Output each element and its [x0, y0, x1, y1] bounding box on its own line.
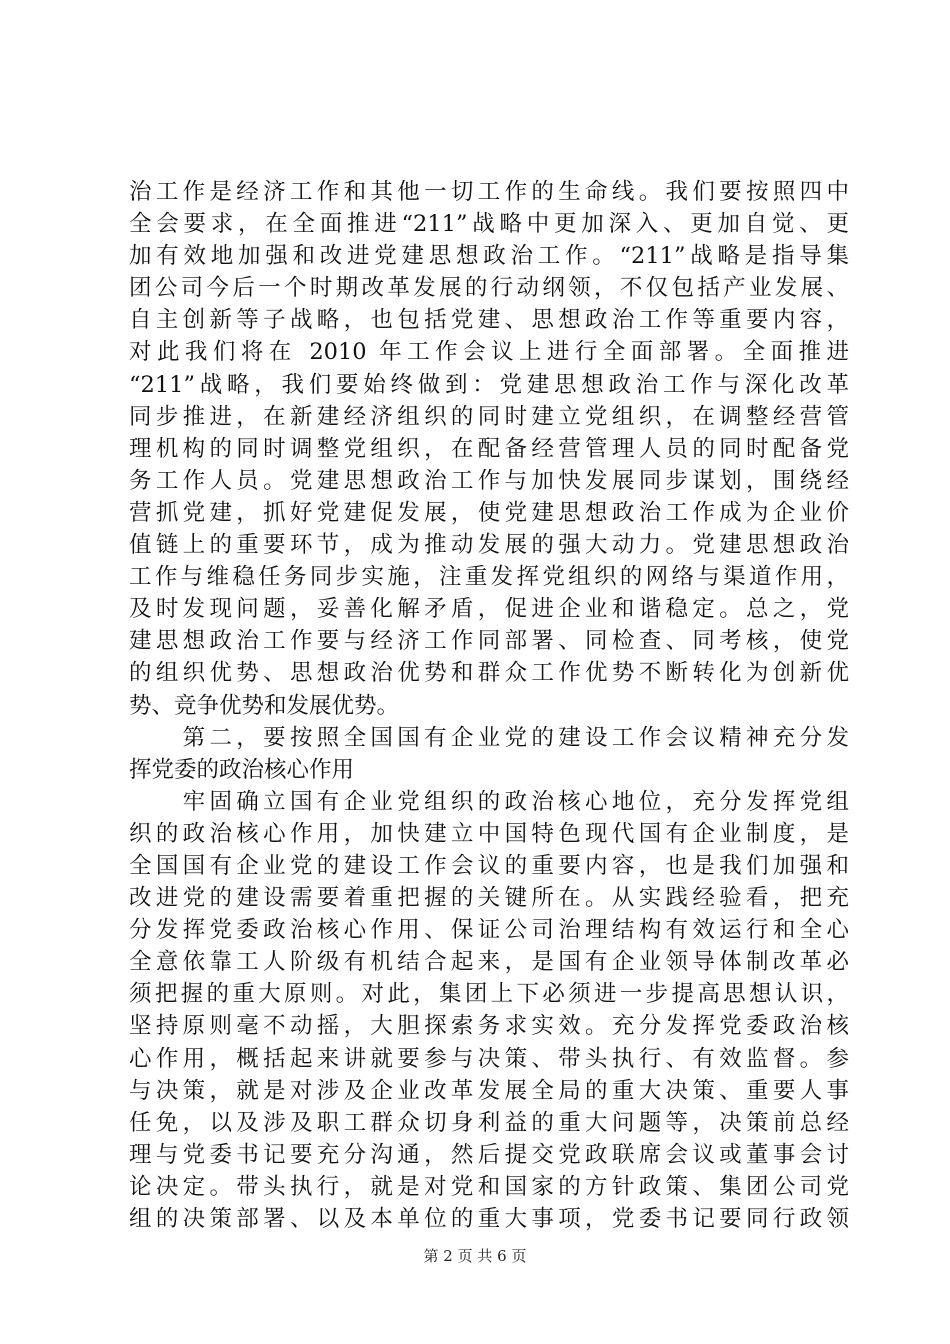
- text-line: 理机构的同时调整党组织，在配备经营管理人员的同时配备党: [129, 435, 849, 462]
- text-line: 自主创新等子战略，也包括党建、思想政治工作等重要内容，: [129, 307, 849, 334]
- text-line: 组的决策部署、以及本单位的重大事项，党委书记要同行政领: [129, 1206, 849, 1232]
- text-line: 全国国有企业党的建设工作会议的重要内容，也是我们加强和: [129, 852, 849, 879]
- text-line: “211”战略，我们要始终做到：党建思想政治工作与深化改革: [129, 371, 849, 398]
- text-line: 营抓党建，抓好党建促发展，使党建思想政治工作成为企业价: [129, 499, 849, 526]
- text-line: 值链上的重要环节，成为推动发展的强大动力。党建思想政治: [129, 532, 849, 559]
- text-line: 理与党委书记要充分沟通，然后提交党政联席会议或董事会讨: [129, 1141, 849, 1168]
- text-line: 论决定。带头执行，就是对党和国家的方针政策、集团公司党: [129, 1173, 849, 1200]
- page-number-footer: 第 2 页 共 6 页: [423, 1247, 527, 1265]
- document-body: [129, 176, 849, 1235]
- text-line: 改进党的建设需要着重把握的关键所在。从实践经验看，把充: [129, 885, 849, 912]
- section-heading-line: 挥党委的政治核心作用: [129, 756, 355, 783]
- text-line: 全会要求，在全面推进“211”战略中更加深入、更加自觉、更: [129, 211, 849, 238]
- section-heading-line: 第二，要按照全国国有企业党的建设工作会议精神充分发: [129, 724, 849, 751]
- text-line: 团公司今后一个时期改革发展的行动纲领，不仅包括产业发展、: [129, 275, 849, 302]
- text-line: 全意依靠工人阶级有机结合起来，是国有企业领导体制改革必: [129, 949, 849, 976]
- text-line: 与决策，就是对涉及企业改革发展全局的重大决策、重要人事: [129, 1077, 849, 1104]
- text-line: 工作与维稳任务同步实施，注重发挥党组织的网络与渠道作用，: [129, 564, 849, 591]
- text-line: 势、竞争优势和发展优势。: [129, 692, 400, 719]
- text-line: 坚持原则毫不动摇，大胆探索务求实效。充分发挥党委政治核: [129, 1013, 849, 1040]
- text-line: 对此我们将在 2010 年工作会议上进行全面部署。全面推进: [129, 339, 849, 366]
- text-line: 建思想政治工作要与经济工作同部署、同检查、同考核，使党: [129, 628, 849, 655]
- text-line: 织的政治核心作用，加快建立中国特色现代国有企业制度，是: [129, 820, 849, 847]
- text-line: 的组织优势、思想政治优势和群众工作优势不断转化为创新优: [129, 660, 849, 687]
- text-line: 加有效地加强和改进党建思想政治工作。“211”战略是指导集: [129, 243, 849, 270]
- text-line: 须把握的重大原则。对此，集团上下必须进一步提高思想认识，: [129, 981, 849, 1008]
- text-line: 分发挥党委政治核心作用、保证公司治理结构有效运行和全心: [129, 917, 849, 944]
- text-line: 任免，以及涉及职工群众切身利益的重大问题等，决策前总经: [129, 1109, 849, 1136]
- text-line: 牢固确立国有企业党组织的政治核心地位，充分发挥党组: [129, 788, 849, 815]
- text-line: 及时发现问题，妥善化解矛盾，促进企业和谐稳定。总之，党: [129, 596, 849, 623]
- text-line: 心作用，概括起来讲就要参与决策、带头执行、有效监督。参: [129, 1045, 849, 1072]
- text-line: 同步推进，在新建经济组织的同时建立党组织，在调整经营管: [129, 403, 849, 430]
- text-line: 务工作人员。党建思想政治工作与加快发展同步谋划，围绕经: [129, 467, 849, 494]
- text-line: 治工作是经济工作和其他一切工作的生命线。我们要按照四中: [129, 179, 849, 205]
